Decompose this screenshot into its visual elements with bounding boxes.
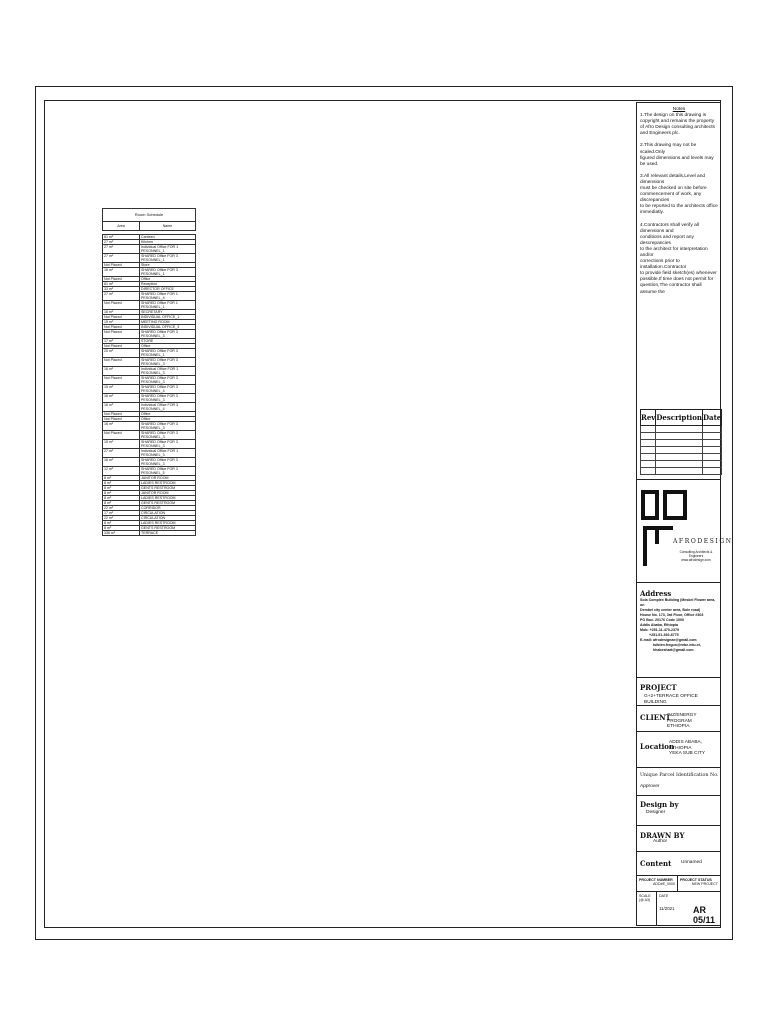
schedule-name-cell: CIRCULATION — [140, 516, 196, 521]
schedule-row — [103, 458, 196, 467]
location-value-line: YEKA SUB CITY — [669, 751, 705, 757]
schedule-name-cell: Office — [140, 417, 196, 422]
note-item: 3.All relevant details,Level and dimensions must be checked on site before commencement of work, any discrepancies to be reported to the architects office immediatly. — [640, 173, 718, 216]
website-text: www.afrodesign.com — [681, 558, 711, 562]
parcel-heading: Unique Parcel Identification No. — [640, 773, 719, 778]
project-status-label: PROJECT STATUS — [680, 878, 712, 882]
revision-row — [641, 468, 722, 475]
notes-title: Notes — [672, 107, 686, 112]
schedule-area-cell: 17 m² — [103, 339, 140, 344]
schedule-name-cell: DIRECTOR OFFICE — [140, 287, 196, 292]
schedule-area-cell: 15 m² — [103, 320, 140, 325]
schedule-area-cell: Not Placed — [103, 277, 140, 282]
schedule-name-cell: SHARED Office FOR 3 PESONNEL_3 — [140, 440, 196, 449]
content-heading: Content — [640, 859, 672, 868]
schedule-area-cell: 8 m² — [103, 476, 140, 481]
schedule-area-cell: 8 m² — [103, 481, 140, 486]
schedule-row — [103, 268, 196, 277]
schedule-area-cell: 16 m² — [103, 403, 140, 412]
schedule-area-cell: 27 m² — [103, 292, 140, 301]
scale-cell — [637, 892, 657, 926]
note-item: 4.Contractors shall verify all dimensions and conditions and report any descrepancies to the architect for interpretation and/or corrections prior to installation.Contractor to provide field sketch(es) whenever possible.If time does not permit for question,The contractor shall assume the — [640, 222, 717, 295]
schedule-name-cell: SHARED Office FOR 3 PESONNEL_3 — [140, 358, 196, 367]
schedule-row — [103, 367, 196, 376]
schedule-area-cell: 17 m² — [103, 511, 140, 516]
schedule-area-cell: 81 m² — [103, 282, 140, 287]
schedule-area-cell: 16 m² — [103, 268, 140, 277]
project-value: G+2+TERRACE OFFICE BUILDING — [644, 694, 698, 705]
schedule-name-cell: SHARED Office FOR 3 PESONNEL_3 — [140, 330, 196, 339]
design-by-heading: Design by — [640, 800, 679, 809]
schedule-area-cell: Not Placed — [103, 325, 140, 330]
location-section — [637, 731, 720, 767]
tagline-text: Consulting Architects & Engineers — [679, 550, 713, 558]
project-status-cell — [678, 876, 720, 892]
location-value — [669, 740, 720, 757]
schedule-row — [103, 531, 196, 536]
schedule-area-cell: 336 m² — [103, 531, 140, 536]
client-section — [637, 705, 720, 731]
drawn-by-value: Author — [653, 839, 668, 844]
schedule-name-cell: INDIVIDUAL OFFICE_1 — [140, 315, 196, 320]
schedule-area-cell: 16 m² — [103, 458, 140, 467]
schedule-header-area: Area — [103, 222, 140, 231]
revision-header-description: Description — [656, 410, 703, 426]
address-line: hhabeshart@gmail.com — [640, 648, 694, 652]
schedule-name-cell: STORE — [140, 339, 196, 344]
date-cell — [657, 892, 693, 926]
schedule-row — [103, 394, 196, 403]
schedule-area-cell: 15 m² — [103, 385, 140, 394]
note-item: 2.This drawing may not be scaled.Only figured dimensions and levels may be used. — [640, 143, 714, 167]
address-line: +251-91-392-8775 — [640, 633, 679, 637]
schedule-area-cell: 15 m² — [103, 440, 140, 449]
schedule-name-cell: MEETING ROOM — [140, 320, 196, 325]
address-section — [640, 589, 720, 653]
schedule-name-cell: SHARED Office FOR 3 PESONNEL_3 — [140, 394, 196, 403]
schedule-name-cell: TERRACE — [140, 531, 196, 536]
parcel-value: Approver — [640, 784, 660, 789]
schedule-row — [103, 403, 196, 412]
revision-header-date: Date — [702, 410, 721, 426]
schedule-area-cell: 16 m² — [103, 394, 140, 403]
schedule-area-cell: Not Placed — [103, 412, 140, 417]
schedule-name-cell: Individual Office FOR 3 PESONNEL_4 — [140, 403, 196, 412]
schedule-name-cell: SHARED Office FOR 3 PESONNEL_5 — [140, 467, 196, 476]
address-line: tsibten.fregun@nrbe.edu.et, — [640, 643, 701, 647]
schedule-area-cell: Not Placed — [103, 315, 140, 320]
schedule-area-cell: 22 m² — [103, 506, 140, 511]
design-by-value: Designer — [646, 810, 666, 815]
revision-row — [641, 461, 722, 468]
schedule-name-cell: SHARED Office FOR 3 PESONNEL_4 — [140, 385, 196, 394]
schedule-name-cell: GENTS RESTROOM — [140, 526, 196, 531]
schedule-name-cell: Store — [140, 263, 196, 268]
brand-name: AFRODESIGN — [673, 538, 733, 545]
schedule-name-cell: Individual Office FOR 1 PESONNEL_1 — [140, 245, 196, 254]
schedule-name-cell: Reception — [140, 282, 196, 287]
schedule-area-cell: 16 m² — [103, 422, 140, 431]
room-schedule-table — [102, 208, 196, 536]
project-section — [637, 677, 720, 705]
schedule-area-cell: 8 m² — [103, 521, 140, 526]
schedule-area-cell: 8 m² — [103, 501, 140, 506]
revision-table — [640, 409, 722, 475]
schedule-name-cell: SHARED Office FOR 3 PESONNEL_1 — [140, 268, 196, 277]
schedule-name-cell: JANITOR ROOM — [140, 491, 196, 496]
schedule-area-cell: Not Placed — [103, 431, 140, 440]
schedule-row — [103, 431, 196, 440]
schedule-name-cell: Individual Office FOR 1 PESONNEL_3 — [140, 449, 196, 458]
schedule-area-cell: 8 m² — [103, 486, 140, 491]
schedule-name-cell: LADIES RESTROOM — [140, 521, 196, 526]
schedule-name-cell: LADIES RESTROOM — [140, 496, 196, 501]
schedule-area-cell: 27 m² — [103, 240, 140, 245]
content-section — [637, 851, 720, 875]
client-value-line: GIZ/ENERGY PROGRAM — [667, 713, 697, 724]
location-value-line: ADDIS ABABA, ETHIOPIA — [669, 740, 703, 751]
schedule-name-cell: LADIES RESTROOM — [140, 481, 196, 486]
revision-row — [641, 454, 722, 461]
content-value: Unnamed — [681, 860, 702, 865]
scale-label: SCALE (@ A3) — [639, 894, 651, 902]
schedule-row — [103, 292, 196, 301]
schedule-name-cell: SHARED Office FOR 3 PESONNEL_3 — [140, 376, 196, 385]
client-heading: CLIENT — [640, 713, 671, 722]
schedule-area-cell: 12 m² — [103, 467, 140, 476]
address-line: Mob: +251-11-470-2379 — [640, 628, 680, 632]
revision-row — [641, 426, 722, 433]
schedule-name-cell: CIRCULATION — [140, 511, 196, 516]
schedule-row — [103, 349, 196, 358]
schedule-name-cell: Kitchen — [140, 240, 196, 245]
schedule-area-cell: Not Placed — [103, 301, 140, 310]
schedule-header-name: Name — [140, 222, 196, 231]
schedule-name-cell: SHARED Office FOR 3 PESONNEL_3 — [140, 422, 196, 431]
client-value — [667, 713, 720, 730]
schedule-area-cell: 20 m² — [103, 349, 140, 358]
company-logo-panel — [637, 479, 733, 583]
address-body — [640, 598, 720, 653]
project-number-value: ADD#E_0000 — [653, 882, 675, 886]
schedule-area-cell: 8 m² — [103, 496, 140, 501]
schedule-area-cell: 8 m² — [103, 526, 140, 531]
schedule-name-cell: SECRETARY — [140, 310, 196, 315]
address-line: Sola Complex Building (Meskel Flower area, on — [640, 598, 716, 607]
address-line: E-mail: afrodesignae@gmail.com — [640, 638, 697, 642]
sheet-info-block — [637, 875, 720, 926]
project-status-value: NEW PROJECT — [691, 882, 718, 886]
schedule-name-cell: CORRIDOR — [140, 506, 196, 511]
schedule-name-cell: GENTS RESTROOM — [140, 501, 196, 506]
schedule-area-cell: 16 m² — [103, 367, 140, 376]
schedule-name-cell: INDIVIDUAL OFFICE_3 — [140, 325, 196, 330]
schedule-name-cell: SHARED Office FOR 3 PESONNEL_1 — [140, 254, 196, 263]
schedule-row — [103, 376, 196, 385]
schedule-area-cell: 8 m² — [103, 491, 140, 496]
brand-tagline — [673, 550, 719, 562]
note-item: 1.The design on this drawing is copyright and remains the property of Afro Design consulting architects and Engineers plc. — [640, 113, 715, 137]
schedule-area-cell: 27 m² — [103, 245, 140, 254]
schedule-name-cell: SHARED Office FOR 1 PESONNEL_4 — [140, 292, 196, 301]
schedule-row — [103, 385, 196, 394]
schedule-name-cell: Office — [140, 277, 196, 282]
schedule-area-cell: 16 m² — [103, 310, 140, 315]
notes-section — [640, 107, 718, 302]
schedule-row — [103, 449, 196, 458]
location-heading: Location — [640, 742, 675, 751]
drawn-by-heading: DRAWN BY — [640, 831, 685, 840]
design-by-section — [637, 795, 720, 825]
schedule-name-cell: SHARED Office FOR 3 PESONNEL_1 — [140, 349, 196, 358]
schedule-area-cell: Not Placed — [103, 263, 140, 268]
title-block — [636, 102, 733, 926]
revision-row — [641, 433, 722, 440]
revision-header-rev: Rev — [641, 410, 656, 426]
schedule-name-cell: Office — [140, 412, 196, 417]
schedule-row — [103, 245, 196, 254]
sheet-number: AR 05/11 — [693, 905, 716, 925]
schedule-name-cell: SHARED Office FOR 1 PESONNEL_1 — [140, 301, 196, 310]
schedule-area-cell: Not Placed — [103, 358, 140, 367]
date-value: 11/2021 — [659, 906, 675, 911]
project-heading: PROJECT — [640, 683, 677, 692]
schedule-name-cell: JANITOR ROOM — [140, 476, 196, 481]
schedule-area-cell: 27 m² — [103, 449, 140, 458]
schedule-row — [103, 422, 196, 431]
revision-row — [641, 447, 722, 454]
schedule-area-cell: 33 m² — [103, 287, 140, 292]
schedule-name-cell: SHARED Office FOR 3 PESONNEL_3 — [140, 458, 196, 467]
revision-row — [641, 440, 722, 447]
schedule-row — [103, 440, 196, 449]
schedule-area-cell: Not Placed — [103, 376, 140, 385]
parcel-section — [637, 767, 720, 795]
schedule-row — [103, 330, 196, 339]
address-line: PO Box. 20176 Code 1000 — [640, 618, 684, 622]
schedule-area-cell: Not Placed — [103, 330, 140, 339]
schedule-row — [103, 467, 196, 476]
schedule-name-cell: Office — [140, 344, 196, 349]
schedule-area-cell: 27 m² — [103, 254, 140, 263]
schedule-row — [103, 358, 196, 367]
date-label: DATE — [659, 894, 669, 898]
client-value-line: ETHIOPIA — [667, 724, 690, 730]
schedule-name-cell: Individual Office FOR 1 PESONNEL_3 — [140, 367, 196, 376]
schedule-name-cell: GENTS RESTROOM — [140, 486, 196, 491]
schedule-area-cell: Not Placed — [103, 417, 140, 422]
address-line: Dembel city center area, Bole road) — [640, 608, 701, 612]
address-line: House No. 173, 3rd Floor, Office #303 — [640, 613, 704, 617]
schedule-area-cell: Not Placed — [103, 344, 140, 349]
address-heading: Address — [640, 589, 672, 598]
schedule-row — [103, 254, 196, 263]
schedule-area-cell: 22 m² — [103, 516, 140, 521]
project-number-label: PROJECT NUMBER — [639, 878, 673, 882]
schedule-area-cell: 81 m² — [103, 235, 140, 240]
drawn-by-section — [637, 825, 720, 851]
address-line: Addis Ababa, Ethiopia — [640, 623, 679, 627]
schedule-name-cell: Canteen — [140, 235, 196, 240]
schedule-row — [103, 301, 196, 310]
schedule-name-cell: SHARED Office FOR 3 PESONNEL_3 — [140, 431, 196, 440]
schedule-title: Room Schedule — [103, 209, 196, 222]
project-number-cell — [637, 876, 678, 892]
